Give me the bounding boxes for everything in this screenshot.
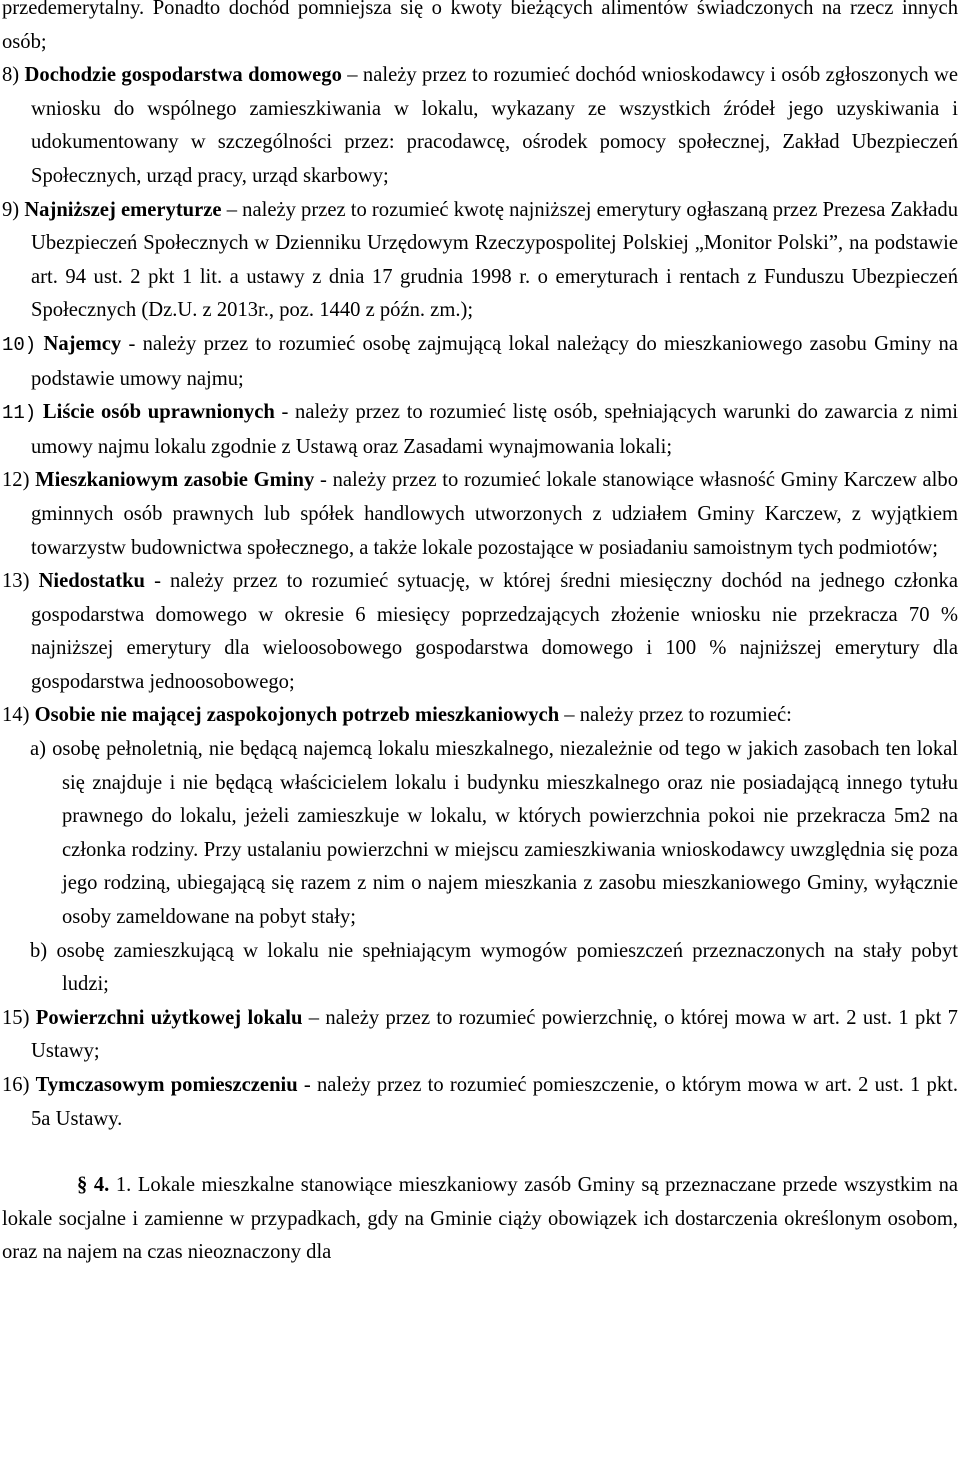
- item-number: 13): [2, 570, 30, 593]
- defined-term: Liście osób uprawnionych: [42, 401, 275, 424]
- definition-text: - należy przez to rozumieć osobę zajmującą lokal należący do mieszkaniowego zasobu Gminy na podstawie umowy najmu;: [31, 332, 958, 390]
- item-number: 8): [2, 64, 20, 87]
- item-number: 9): [2, 198, 20, 221]
- section-text: Lokale mieszkalne stanowiące mieszkaniowy zasób Gminy są przeznaczane przede wszystkim na lokale socjalne i zamienne w przypadkach, gdy na Gminie ciąży obowiązek ich dostarczenia określonym osobom, oraz na najem na czas nieoznaczony dla: [2, 1174, 959, 1264]
- item-number: 11): [2, 402, 37, 425]
- definition-text: - należy przez to rozumieć listę osób, spełniających warunki do zawarcia z nimi umowy najmu lokalu zgodnie z Ustawą oraz Zasadami wynajmowania lokali;: [31, 401, 958, 458]
- item-number: 15): [2, 1006, 30, 1029]
- item-number: 10): [2, 333, 37, 356]
- definition-item-12: [2, 464, 958, 565]
- sub-item-text: osobę zamieszkującą w lokalu nie spełniającym wymogów pomieszczeń przeznaczonych na stały pobyt ludzi;: [56, 939, 958, 996]
- sub-item-text: osobę pełnoletnią, nie będącą najemcą lokalu mieszkalnego, niezależnie od tego w jakich zasobach ten lokal się znajduje i nie będącą właścicielem lokalu i budynku mieszkalnego oraz nie posiadającą innego tytułu prawnego do lokalu, jeżeli zamieszkuje w lokalu, w których powierzchnia pokoi nie przekracza 5m2 na członka rodziny. Przy ustalaniu powierzchni w miejscu zamieszkiwania wnioskodawcy uwzględnia się poza jego rodziną, ubiegającą się razem z nim o najem mieszkania z zasobu mieszkaniowego Gminy, wyłącznie osoby zameldowane na pobyt stały;: [52, 738, 958, 929]
- item-number: 12): [2, 469, 30, 492]
- section-mark: § 4.: [77, 1174, 110, 1197]
- item-number: 14): [2, 704, 30, 727]
- definition-text: – należy przez to rozumieć dochód wnioskodawcy i osób zgłoszonych we wniosku do wspólnego zamieszkiwania w lokalu, wykazany ze wszystkich źródeł jego uzyskiwania i udokumentowany w szczególności przez: pracodawcę, ośrodek pomocy społecznej, Zakład Ubezpieczeń Społecznych, urząd pracy, urząd skarbowy;: [31, 64, 958, 187]
- sub-item-letter: b): [30, 939, 48, 962]
- intro-paragraph: przedemerytalny. Ponadto dochód pomniejsza się o kwoty bieżących alimentów świadczonych na rzecz innych osób;: [2, 0, 958, 53]
- section-paragraph-4: [2, 1169, 958, 1270]
- definition-item-14: [2, 699, 958, 733]
- defined-term: Dochodzie gospodarstwa domowego: [24, 64, 342, 87]
- defined-term: Najemcy: [43, 332, 122, 355]
- sub-item-b: [2, 935, 958, 1002]
- item-number: 16): [2, 1074, 30, 1096]
- defined-term: Najniższej emeryturze: [24, 198, 222, 221]
- definition-item-10: [2, 328, 958, 396]
- defined-term: Tymczasowym pomieszczeniu: [35, 1074, 298, 1096]
- definition-item-13: [2, 565, 958, 699]
- definition-text: - należy przez to rozumieć lokale stanowiące własność Gminy Karczew albo gminnych osób prawnych lub spółek handlowych utworzonych z udziałem Gminy Karczew, z wyjątkiem towarzystw budownictwa społecznego, a także lokale pozostające w posiadaniu samoistnym tych podmiotów;: [31, 469, 958, 559]
- defined-term: Powierzchni użytkowej lokalu: [35, 1006, 303, 1029]
- defined-term: Niedostatku: [38, 570, 145, 593]
- definition-text: – należy przez to rozumieć:: [559, 704, 792, 727]
- definition-text: - należy przez to rozumieć sytuację, w której średni miesięczny dochód na jednego członka gospodarstwa domowego w okresie 6 miesięcy poprzedzających złożenie wniosku nie przekracza 70 % najniższej emerytury dla wieloosobowego gospodarstwa domowego i 100 % najniższej emerytury dla gospodarstwa jednoosobowego;: [31, 570, 958, 693]
- definition-text: - należy przez to rozumieć pomieszczenie, o którym mowa w art. 2 ust. 1 pkt. 5a Ustawy.: [31, 1074, 958, 1130]
- definition-item-8: [2, 59, 958, 193]
- definition-item-15: [2, 1002, 958, 1069]
- definition-item-9: [2, 194, 958, 328]
- definition-text: – należy przez to rozumieć kwotę najniższej emerytury ogłaszaną przez Prezesa Zakładu Ubezpieczeń Społecznych w Dzienniku Urzędowym Rzeczypospolitej Polskiej „Monitor Polski”, na podstawie art. 94 ust. 2 pkt 1 lit. a ustawy z dnia 17 grudnia 1998 r. o emeryturach i rentach z Funduszu Ubezpieczeń Społecznych (Dz.U. z 2013r., poz. 1440 z późn. zm.);: [31, 198, 959, 322]
- defined-term: Osobie nie mającej zaspokojonych potrzeb mieszkaniowych: [34, 704, 560, 727]
- definition-text: – należy przez to rozumieć powierzchnię, o której mowa w art. 2 ust. 1 pkt 7 Ustawy;: [31, 1006, 958, 1063]
- defined-term: Mieszkaniowym zasobie Gminy: [35, 469, 315, 492]
- sub-item-letter: a): [30, 738, 46, 761]
- section-number: 1.: [109, 1174, 132, 1197]
- sub-item-a: [2, 733, 958, 935]
- definition-item-16: [2, 1069, 958, 1136]
- definition-item-11: [2, 396, 958, 464]
